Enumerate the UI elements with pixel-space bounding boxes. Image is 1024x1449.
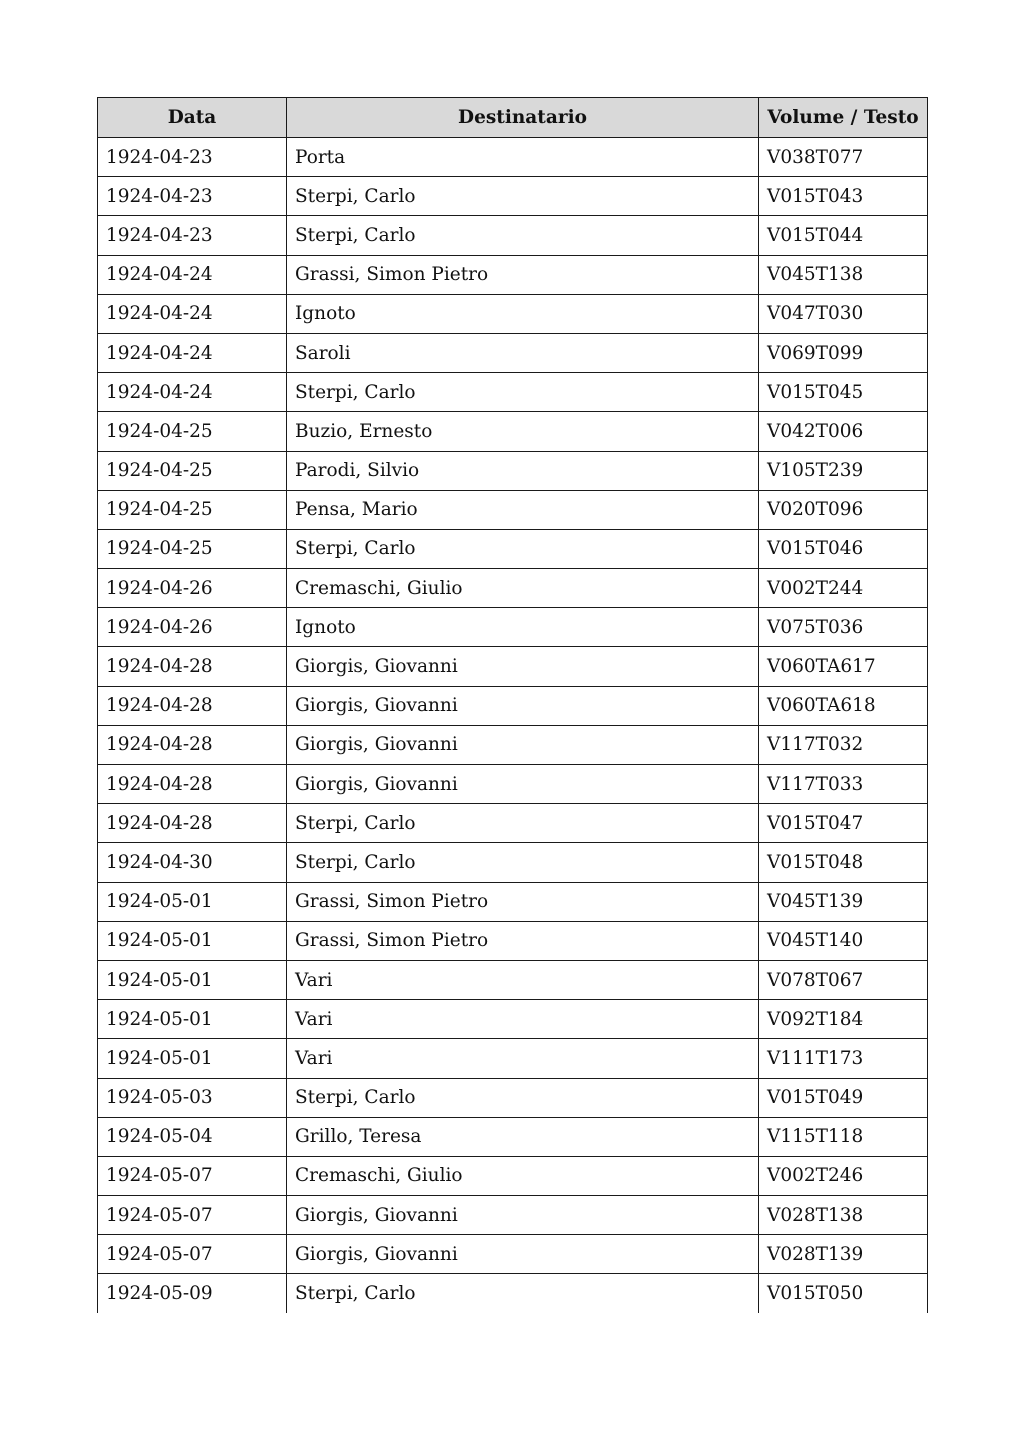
- cell-date: 1924-04-26: [98, 608, 287, 647]
- cell-volume: V060TA617: [759, 647, 928, 686]
- cell-date: 1924-04-28: [98, 804, 287, 843]
- column-header-recipient: Destinatario: [287, 98, 759, 138]
- cell-date: 1924-05-07: [98, 1196, 287, 1235]
- table-row: [98, 1039, 928, 1078]
- table-row: [98, 843, 928, 882]
- cell-recipient: Giorgis, Giovanni: [287, 725, 759, 764]
- table-row: [98, 882, 928, 921]
- cell-date: 1924-04-28: [98, 765, 287, 804]
- cell-recipient: Cremaschi, Giulio: [287, 569, 759, 608]
- table-row: [98, 333, 928, 372]
- cell-recipient: Vari: [287, 960, 759, 999]
- table-row: [98, 765, 928, 804]
- table-row: [98, 921, 928, 960]
- table-row: [98, 1078, 928, 1117]
- cell-volume: V111T173: [759, 1039, 928, 1078]
- table-row: [98, 451, 928, 490]
- cell-recipient: Grassi, Simon Pietro: [287, 255, 759, 294]
- cell-date: 1924-04-24: [98, 294, 287, 333]
- table-row: [98, 412, 928, 451]
- header-row: [98, 98, 928, 138]
- cell-volume: V015T047: [759, 804, 928, 843]
- cell-volume: V115T118: [759, 1117, 928, 1156]
- table-row: [98, 138, 928, 177]
- cell-volume: V045T140: [759, 921, 928, 960]
- cell-date: 1924-05-07: [98, 1156, 287, 1195]
- cell-volume: V015T044: [759, 216, 928, 255]
- cell-recipient: Sterpi, Carlo: [287, 216, 759, 255]
- table-row: [98, 216, 928, 255]
- cell-volume: V045T139: [759, 882, 928, 921]
- cell-volume: V105T239: [759, 451, 928, 490]
- cell-date: 1924-05-07: [98, 1235, 287, 1274]
- cell-date: 1924-04-25: [98, 412, 287, 451]
- cell-recipient: Saroli: [287, 333, 759, 372]
- table-row: [98, 1274, 928, 1313]
- cell-volume: V015T043: [759, 177, 928, 216]
- cell-recipient: Grassi, Simon Pietro: [287, 882, 759, 921]
- cell-volume: V028T138: [759, 1196, 928, 1235]
- cell-volume: V028T139: [759, 1235, 928, 1274]
- column-header-volume: Volume / Testo: [759, 98, 928, 138]
- table-body: [98, 138, 928, 1313]
- cell-date: 1924-04-23: [98, 216, 287, 255]
- cell-volume: V002T244: [759, 569, 928, 608]
- cell-recipient: Giorgis, Giovanni: [287, 765, 759, 804]
- cell-volume: V015T046: [759, 529, 928, 568]
- cell-recipient: Giorgis, Giovanni: [287, 1196, 759, 1235]
- cell-volume: V015T048: [759, 843, 928, 882]
- cell-date: 1924-05-09: [98, 1274, 287, 1313]
- cell-date: 1924-04-23: [98, 177, 287, 216]
- cell-volume: V117T032: [759, 725, 928, 764]
- cell-volume: V042T006: [759, 412, 928, 451]
- cell-volume: V020T096: [759, 490, 928, 529]
- cell-volume: V002T246: [759, 1156, 928, 1195]
- cell-volume: V015T045: [759, 373, 928, 412]
- table-row: [98, 608, 928, 647]
- cell-volume: V092T184: [759, 1000, 928, 1039]
- cell-date: 1924-04-24: [98, 373, 287, 412]
- cell-recipient: Parodi, Silvio: [287, 451, 759, 490]
- table-row: [98, 1156, 928, 1195]
- cell-recipient: Grassi, Simon Pietro: [287, 921, 759, 960]
- table-row: [98, 294, 928, 333]
- cell-date: 1924-04-26: [98, 569, 287, 608]
- cell-date: 1924-05-01: [98, 960, 287, 999]
- cell-volume: V117T033: [759, 765, 928, 804]
- cell-recipient: Sterpi, Carlo: [287, 177, 759, 216]
- cell-date: 1924-05-01: [98, 882, 287, 921]
- cell-volume: V060TA618: [759, 686, 928, 725]
- table-row: [98, 804, 928, 843]
- cell-recipient: Sterpi, Carlo: [287, 1274, 759, 1313]
- cell-date: 1924-05-01: [98, 1039, 287, 1078]
- table-row: [98, 529, 928, 568]
- table-row: [98, 1235, 928, 1274]
- cell-date: 1924-04-25: [98, 529, 287, 568]
- cell-recipient: Buzio, Ernesto: [287, 412, 759, 451]
- cell-recipient: Sterpi, Carlo: [287, 804, 759, 843]
- cell-recipient: Cremaschi, Giulio: [287, 1156, 759, 1195]
- cell-volume: V075T036: [759, 608, 928, 647]
- table-row: [98, 569, 928, 608]
- cell-date: 1924-04-25: [98, 451, 287, 490]
- cell-date: 1924-04-28: [98, 647, 287, 686]
- cell-date: 1924-04-24: [98, 333, 287, 372]
- cell-recipient: Giorgis, Giovanni: [287, 1235, 759, 1274]
- cell-volume: V015T049: [759, 1078, 928, 1117]
- cell-recipient: Sterpi, Carlo: [287, 373, 759, 412]
- table-row: [98, 177, 928, 216]
- table-row: [98, 373, 928, 412]
- table-row: [98, 1196, 928, 1235]
- table-row: [98, 647, 928, 686]
- cell-volume: V015T050: [759, 1274, 928, 1313]
- table-row: [98, 490, 928, 529]
- cell-date: 1924-04-30: [98, 843, 287, 882]
- table-row: [98, 1117, 928, 1156]
- table-row: [98, 686, 928, 725]
- cell-volume: V047T030: [759, 294, 928, 333]
- cell-date: 1924-04-28: [98, 725, 287, 764]
- cell-date: 1924-04-24: [98, 255, 287, 294]
- cell-recipient: Pensa, Mario: [287, 490, 759, 529]
- table-row: [98, 960, 928, 999]
- cell-volume: V078T067: [759, 960, 928, 999]
- cell-recipient: Vari: [287, 1039, 759, 1078]
- table-header: [98, 98, 928, 138]
- cell-volume: V038T077: [759, 138, 928, 177]
- cell-recipient: Ignoto: [287, 294, 759, 333]
- cell-recipient: Sterpi, Carlo: [287, 529, 759, 568]
- cell-volume: V045T138: [759, 255, 928, 294]
- cell-recipient: Giorgis, Giovanni: [287, 647, 759, 686]
- cell-recipient: Sterpi, Carlo: [287, 843, 759, 882]
- cell-volume: V069T099: [759, 333, 928, 372]
- cell-date: 1924-04-25: [98, 490, 287, 529]
- cell-date: 1924-04-28: [98, 686, 287, 725]
- cell-date: 1924-05-01: [98, 921, 287, 960]
- cell-recipient: Ignoto: [287, 608, 759, 647]
- cell-recipient: Grillo, Teresa: [287, 1117, 759, 1156]
- cell-recipient: Sterpi, Carlo: [287, 1078, 759, 1117]
- cell-date: 1924-05-04: [98, 1117, 287, 1156]
- cell-recipient: Vari: [287, 1000, 759, 1039]
- cell-date: 1924-04-23: [98, 138, 287, 177]
- table-row: [98, 1000, 928, 1039]
- cell-recipient: Giorgis, Giovanni: [287, 686, 759, 725]
- cell-date: 1924-05-01: [98, 1000, 287, 1039]
- table-row: [98, 725, 928, 764]
- column-header-date: Data: [98, 98, 287, 138]
- table-row: [98, 255, 928, 294]
- cell-date: 1924-05-03: [98, 1078, 287, 1117]
- cell-recipient: Porta: [287, 138, 759, 177]
- letters-table: [97, 97, 928, 1313]
